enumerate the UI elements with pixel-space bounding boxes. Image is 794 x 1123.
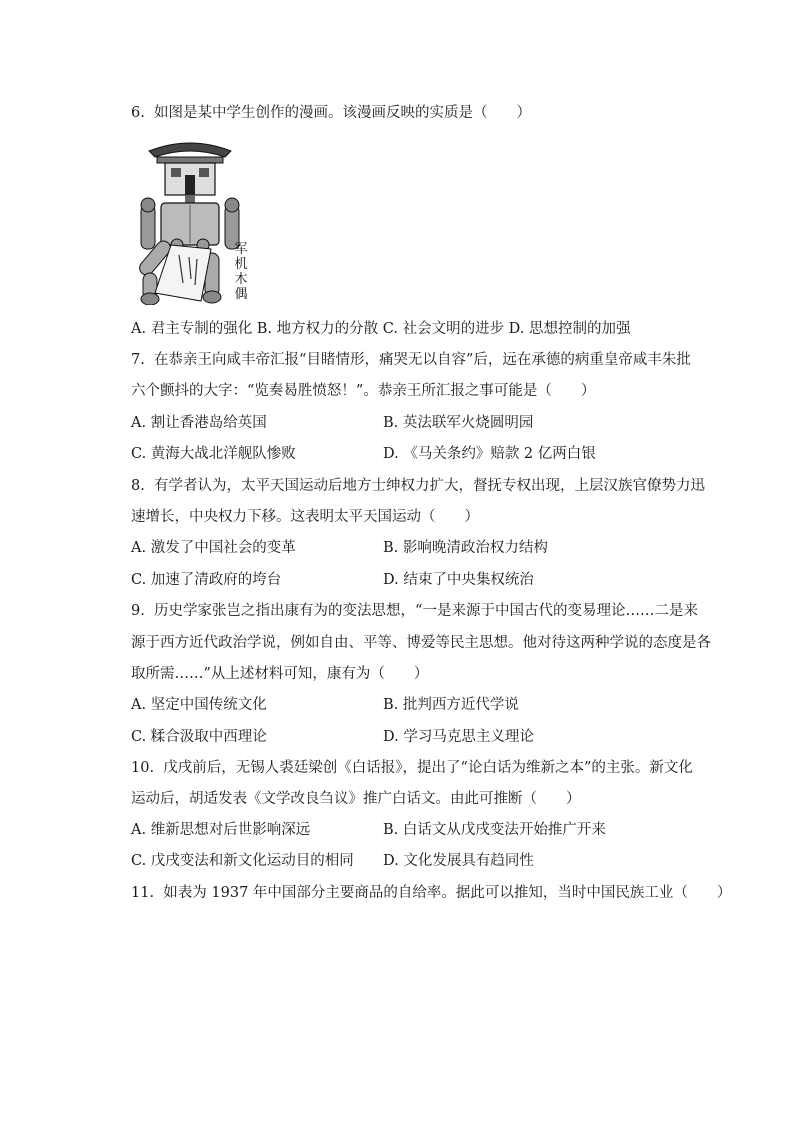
question-6-options: A. 君主专制的强化 B. 地方权力的分散 C. 社会文明的进步 D. 思想控制的加强 — [131, 321, 631, 337]
question-9-option-a: A. 坚定中国传统文化 — [131, 697, 267, 713]
question-8-stem-line-1: 8. 有学者认为，太平天国运动后地方士绅权力扩大，督抚专权出现，上层汉族官僚势力迅 — [131, 478, 706, 494]
question-7-option-d: D. 《马关条约》赔款 2 亿两白银 — [383, 446, 596, 462]
question-10-option-c: C. 戊戌变法和新文化运动目的相同 — [131, 853, 354, 869]
question-9-option-c: C. 糅合汲取中西理论 — [131, 729, 267, 745]
question-9-option-d: D. 学习马克思主义理论 — [383, 729, 534, 745]
caption-char: 偶 — [234, 287, 248, 302]
question-9-stem-line-3: 取所需……”从上述材料可知，康有为（ ） — [131, 666, 429, 682]
question-9-option-b: B. 批判西方近代学说 — [383, 697, 519, 713]
question-6-stem: 6. 如图是某中学生创作的漫画。该漫画反映的实质是（ ） — [131, 105, 532, 121]
question-9-stem-line-2: 源于西方近代政治学说，例如自由、平等、博爱等民主思想。他对待这两种学说的态度是各 — [131, 635, 711, 651]
question-10-stem-line-2: 运动后，胡适发表《文学改良刍议》推广白话文。由此可推断（ ） — [131, 791, 581, 807]
question-9-stem-line-1: 9. 历史学家张岂之指出康有为的变法思想，“一是来源于中国古代的变易理论……二是来 — [131, 603, 698, 619]
question-7-option-b: B. 英法联军火烧圆明园 — [383, 415, 534, 431]
question-8-stem-line-2: 速增长，中央权力下移。这表明太平天国运动（ ） — [131, 509, 479, 525]
caption-char: 木 — [234, 272, 248, 287]
question-8-option-a: A. 激发了中国社会的变革 — [131, 540, 296, 556]
cartoon-caption — [232, 242, 250, 302]
question-10-stem-line-1: 10. 戊戌前后，无锡人裘廷梁创《白话报》，提出了“论白话为维新之本”的主张。新文化 — [131, 760, 693, 776]
question-8-option-b: B. 影响晚清政治权力结构 — [383, 540, 548, 556]
question-10-option-a: A. 维新思想对后世影响深远 — [131, 822, 311, 838]
question-8-option-d: D. 结束了中央集权统治 — [383, 572, 534, 588]
question-8-option-c: C. 加速了清政府的垮台 — [131, 572, 282, 588]
caption-char: 机 — [234, 257, 248, 272]
question-7-stem-line-1: 7. 在恭亲王向咸丰帝汇报“目睹情形，痛哭无以自容”后，远在承德的病重皇帝咸丰朱批 — [131, 352, 691, 368]
caption-char: 军 — [234, 242, 248, 257]
question-7-option-c: C. 黄海大战北洋舰队惨败 — [131, 446, 296, 462]
question-10-option-d: D. 文化发展具有趋同性 — [383, 853, 534, 869]
question-7-stem-line-2: 六个颤抖的大字：“览奏曷胜愤怒！”。恭亲王所汇报之事可能是（ ） — [131, 383, 596, 399]
question-7-option-a: A. 割让香港岛给英国 — [131, 415, 267, 431]
question-10-option-b: B. 白话文从戊戌变法开始推广开来 — [383, 822, 606, 838]
question-11-stem: 11. 如表为 1937 年中国部分主要商品的自给率。据此可以推知，当时中国民族工业（ ） — [131, 885, 732, 901]
